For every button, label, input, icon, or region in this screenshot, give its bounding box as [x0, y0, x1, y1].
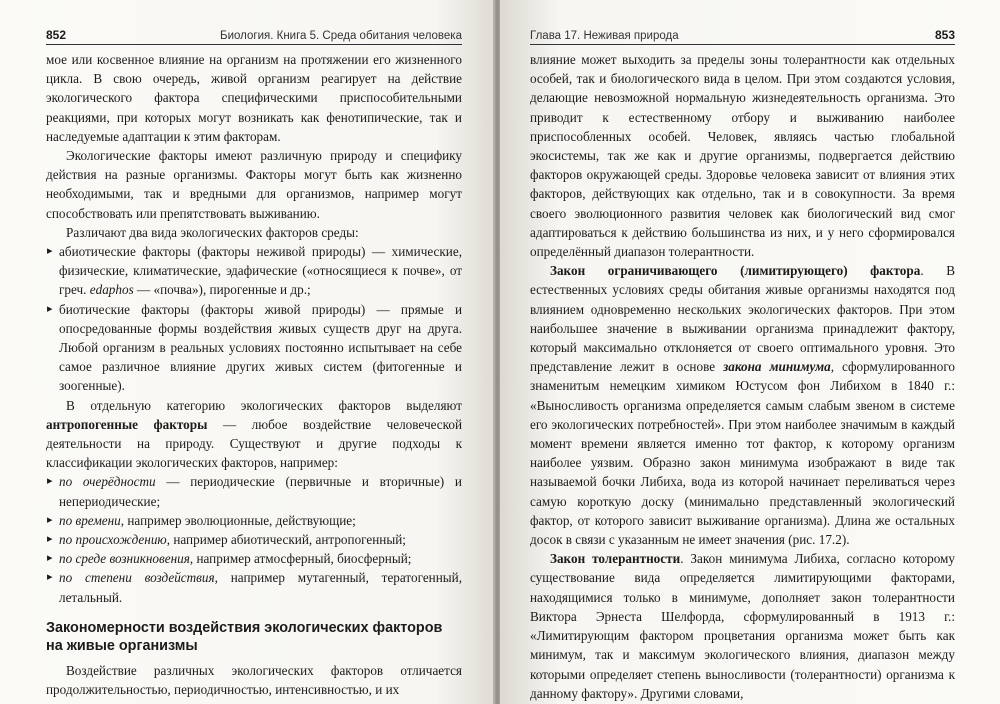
law-title: Закон ограничивающего (лимитирующего) фактора [550, 263, 921, 279]
right-page-content [530, 50, 955, 703]
list-item-text: — «почва»), пирогенные и др.; [137, 282, 311, 298]
paragraph: Различают два вида экологических факторов среды: [66, 224, 359, 240]
list-item-text: абиотические факторы (факторы неживой природы) — химические, физические, климатические, эдафические («относящиеся к почве», от греч. [59, 244, 462, 298]
law-title: Закон толерантности [550, 551, 681, 567]
left-page-number: 852 [46, 28, 67, 42]
list-item [46, 530, 462, 549]
left-running-header [46, 24, 462, 45]
section-heading: Закономерности воздействия экологических факторов на живые организмы [46, 619, 443, 654]
paragraph-text: — любое воздействие человеческой деятельности на природу. Существуют и другие подходы к классификации экологических факторов, например: [46, 416, 463, 471]
paragraph: мое или косвенное влияние на организм на протяжении его жизненного цикла. В свою очередь, живой организм реагирует на действие экологического фактора специфическими приспособительными реакциями, при которых могут возникать как фенотипические, так и наследуемые адаптации к этим факторам. [46, 52, 462, 144]
left-running-title: Биология. Книга 5. Среда обитания человека [220, 30, 462, 42]
list-item [46, 568, 462, 606]
list-item-text: , например абиотический, антропогенный; [166, 532, 406, 548]
paragraph [46, 396, 462, 473]
list-item-text: , например эволюционные, действующие; [120, 512, 356, 528]
list-item [46, 472, 462, 510]
classification-approaches-list [46, 472, 462, 606]
left-page [0, 0, 495, 704]
law-name: закона минимума [723, 359, 831, 375]
paragraph-text: В отдельную категорию экологических факторов выделяют [66, 397, 462, 413]
paragraph-text: . Закон минимума Либиха, согласно которому существование вида определяется лимитирующими факторами, находящимися только в минимуме, дополняет закон толерантности Виктора Эрнеста Шелфорда, сформулированный в 1913 г.: «Лимитирующим фактором процветания организма может быть как минимум, так и максимум экологического влияния, диапазон между которыми определяет степень выносливости (толерантности) организма к данному фактору». Другими словами, [530, 551, 955, 701]
key-term: антропогенные факторы [46, 416, 208, 432]
list-item-term: по происхождению [59, 532, 167, 548]
right-page-number: 853 [934, 28, 955, 42]
paragraph-text: , сформулированного знаменитым немецким химиком Юстусом фон Либихом в 1840 г.: «Выносливость организма определяется самым слабым звеном в системе его экологических потребностей». При этом наиболее значимым в каждый момент времени является именно тот фактор, к которому организм наиболее уязвим. Образно закон минимума изображают в виде так называемой бочки Либиха, вода из которой начинает переливаться через самую короткую доску (минимально представленный экологический фактор, от которого зависит выживание организма). Длина же остальных досок в связи с указанным не имеет значения (рис. 17.2). [530, 359, 955, 548]
right-running-header [530, 24, 955, 45]
list-item-term: по степени воздействия [59, 570, 215, 586]
paragraph [530, 549, 955, 703]
factor-kinds-list [46, 242, 462, 396]
paragraph: влияние может выходить за пределы зоны толерантности как отдельных особей, так и биологического вида в целом. При этом создаются условия, делающие невозможной нормальную жизнедеятельность организма. Это приводит к естественному отбору и выживанию наиболее приспособленных особей. Человек, являясь частью глобальной экосистемы, так же как и другие организмы, подвергается действию факторов окружающей среды. Здоровье человека зависит от влияния этих факторов, действующих как отдельно, так и в совокупности. За время своего эволюционного развития человек как биологический вид смог адаптироваться к действию большинства из них, и у него сформировался определённый диапазон толерантности. [530, 52, 955, 260]
list-item-text: , например атмосферный, биосферный; [189, 551, 412, 567]
list-item [46, 549, 462, 568]
right-page [500, 0, 1000, 704]
paragraph-text: . В естественных условиях среды обитания живые организмы находятся под влиянием одновременно нескольких экологических факторов. При этом наибольшее значение в выживании организма принадлежит фактору, который максимально отклоняется от своего оптимального уровня. Это представление лежит в основе [530, 263, 955, 375]
list-item-text: , например мутагенный, тератогенный, летальный. [59, 570, 463, 605]
right-running-title: Глава 17. Неживая природа [530, 30, 679, 42]
paragraph: Воздействие различных экологических факторов отличается продолжительностью, периодичностью, интенсивностью, и их [46, 662, 462, 698]
list-item [46, 242, 462, 300]
list-item [46, 511, 462, 530]
list-item: ▸ биотические факторы (факторы живой природы) — прямые и опосредованные формы воздействия живых существ друг на друга. Любой организм в реальных условиях постоянно испытывает на себе самое различное влияние других живых систем (фитогенные и зоогенные). [46, 300, 462, 396]
list-item-term: по очерёдности [59, 474, 156, 490]
left-page-content [46, 50, 462, 699]
paragraph: Экологические факторы имеют различную природу и специфику действия на разные организмы. Факторы могут быть как жизненно необходимыми, так и вредными для организмов, например могут способствовать или препятствовать выживанию. [46, 148, 462, 221]
list-item-term: по времени [59, 512, 121, 528]
paragraph [530, 261, 955, 549]
list-item-term: по среде возникновения [59, 551, 190, 567]
greek-term: edaphos [89, 282, 134, 298]
list-item-text: — периодические (первичные и вторичные) и непериодические; [59, 474, 462, 509]
